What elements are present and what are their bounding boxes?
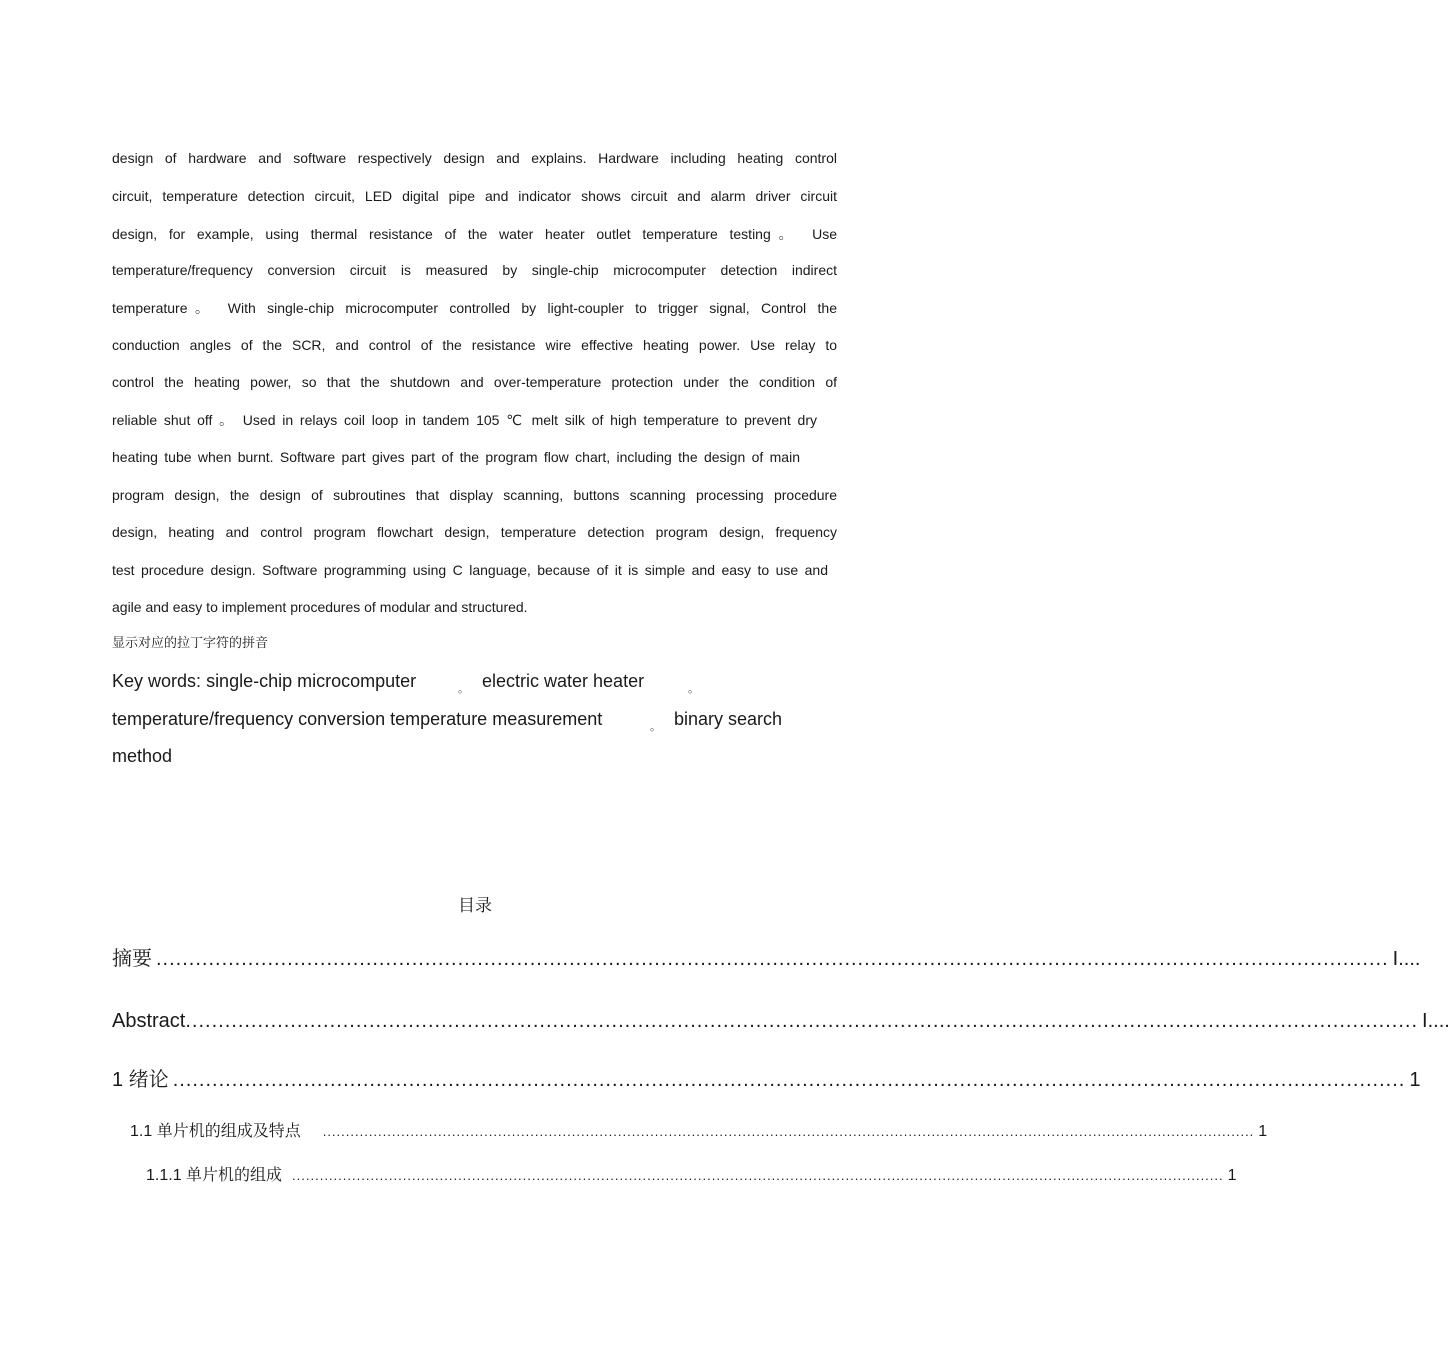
abstract-line: reliable shut off 。 Used in relays coil loop in tandem 105 ℃ melt silk of high temperature to prevent dry xyxy=(112,412,817,428)
abstract-line: heating tube when burnt. Software part gives part of the program flow chart, including the design of main xyxy=(112,449,800,465)
keyword-separator: 。 xyxy=(650,721,661,733)
toc-leader: ............................................................................................................................................................................................ xyxy=(156,948,1389,970)
toc-entry-page: 1 xyxy=(1409,1069,1421,1091)
pinyin-note: 显示对应的拉丁字符的拼音 xyxy=(112,635,269,650)
toc-title: 目录 xyxy=(458,896,492,915)
abstract-line: temperature。 With single-chip microcomputer controlled by light-coupler to trigger signal, Control the xyxy=(112,300,837,316)
toc-entry-label: 1.1 单片机的组成及特点 xyxy=(130,1123,301,1140)
abstract-line: conduction angles of the SCR, and control of the resistance wire effective heating power. Use relay to xyxy=(112,337,837,353)
toc-leader: .......................................................................................................................................................................................................... xyxy=(292,1168,1224,1183)
toc-leader: .......................................................................................................................................................................................................... xyxy=(322,1124,1255,1139)
toc-entry-page: 1 xyxy=(1258,1123,1268,1140)
toc-entry[interactable] xyxy=(146,1166,1237,1186)
toc-entry-page: I.... xyxy=(1392,948,1421,970)
toc-entry-label: 1.1.1 单片机的组成 xyxy=(146,1167,283,1184)
keyword-continuation: method xyxy=(112,746,173,766)
abstract-line: agile and easy to implement procedures of modular and structured. xyxy=(112,599,528,615)
toc-entry-label: Abstract xyxy=(112,1010,186,1032)
toc-entry-page: 1 xyxy=(1227,1167,1237,1184)
toc-entry-label: 1 绪论 xyxy=(112,1069,169,1091)
toc-entry[interactable] xyxy=(130,1122,1268,1142)
keyword: binary search xyxy=(674,709,783,729)
keywords-line-1 xyxy=(112,670,852,694)
toc-leader: ............................................................................................................................................................................................ xyxy=(172,1069,1406,1091)
abstract-line: test procedure design. Software programming using C language, because of it is simple and easy to use and xyxy=(112,562,828,578)
keyword: temperature/frequency conversion temperature measurement xyxy=(112,709,603,729)
toc-leader: ............................................................................................................................................................................................ xyxy=(185,1010,1419,1032)
abstract-line: control the heating power, so that the shutdown and over-temperature protection under the condition of xyxy=(112,374,837,390)
toc-entry-label: 摘要 xyxy=(112,948,152,970)
abstract-line: program design, the design of subroutines that display scanning, buttons scanning processing procedure xyxy=(112,487,837,503)
keyword-separator: 。 xyxy=(458,683,469,695)
abstract-line: design, heating and control program flowchart design, temperature detection program design, frequency xyxy=(112,524,837,540)
keyword: electric water heater xyxy=(482,671,645,691)
abstract-line: temperature/frequency conversion circuit is measured by single-chip microcomputer detection indirect xyxy=(112,262,837,278)
abstract-line: design of hardware and software respectively design and explains. Hardware including heating control xyxy=(112,150,837,166)
toc-entry[interactable] xyxy=(112,947,1421,971)
abstract-line: design, for example, using thermal resistance of the water heater outlet temperature testing。 Use xyxy=(112,226,837,242)
abstract-line: circuit, temperature detection circuit, LED digital pipe and indicator shows circuit and alarm driver circuit xyxy=(112,188,837,204)
toc-entry[interactable] xyxy=(112,1009,1450,1033)
toc-entry[interactable] xyxy=(112,1068,1421,1092)
keywords-line-2 xyxy=(112,708,852,732)
toc-entry-page: I.... xyxy=(1422,1010,1450,1032)
keywords-label: Key words: single-chip microcomputer xyxy=(112,671,417,691)
keyword-separator: 。 xyxy=(688,683,699,695)
